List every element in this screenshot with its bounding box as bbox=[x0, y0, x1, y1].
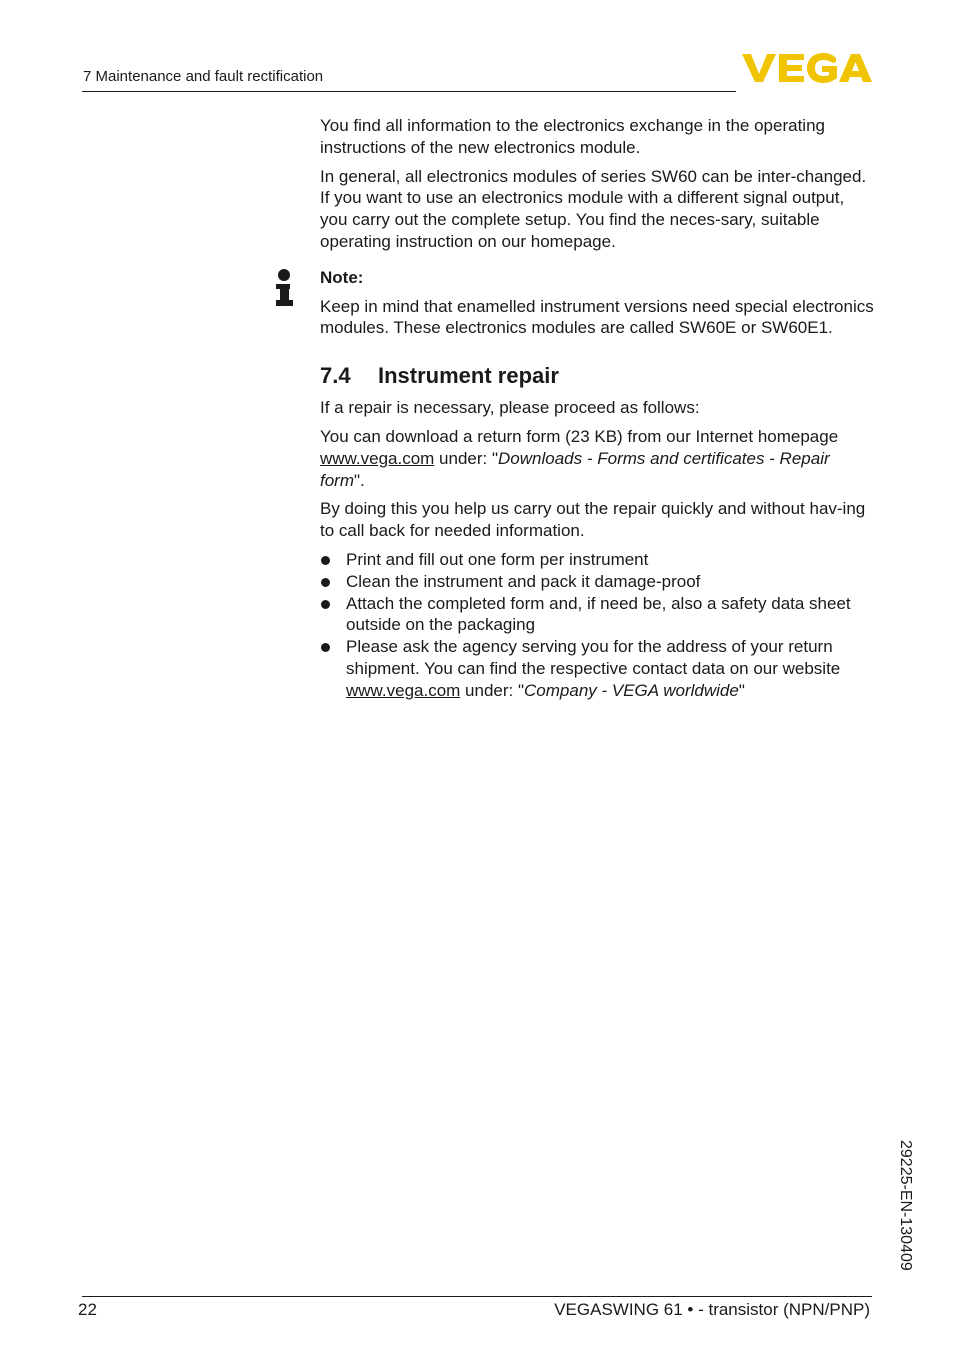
list-item: Clean the instrument and pack it damage-proof bbox=[320, 571, 876, 593]
note-title: Note: bbox=[320, 267, 364, 287]
repair-intro: If a repair is necessary, please proceed as follows: bbox=[320, 398, 700, 418]
note-text: Keep in mind that enamelled instrument versions need special electronics modules. These electronics modules are called SW60E or SW60E1. bbox=[320, 296, 874, 338]
list-item: Print and fill out one form per instrument bbox=[320, 549, 876, 571]
download-under-text: under: " bbox=[434, 448, 499, 468]
vega-logo bbox=[742, 52, 872, 84]
download-end-text: ". bbox=[354, 470, 365, 490]
company-under-text: under: " bbox=[460, 680, 525, 700]
company-path-text: Company - VEGA worldwide bbox=[524, 680, 739, 700]
download-text: You can download a return form (23 KB) from our Internet homepage bbox=[320, 426, 839, 446]
info-icon bbox=[274, 269, 294, 309]
footer-document-title: VEGASWING 61 • - transistor (NPN/PNP) bbox=[554, 1300, 870, 1319]
chapter-title: 7 Maintenance and fault rectification bbox=[83, 68, 324, 85]
company-end-text: " bbox=[738, 680, 745, 700]
repair-download-paragraph bbox=[320, 426, 876, 491]
download-path-text: Downloads - Forms and certificates - Repair form bbox=[320, 448, 830, 490]
section-title: Instrument repair bbox=[378, 363, 559, 389]
vega-website-link-2[interactable]: www.vega.com bbox=[346, 680, 461, 700]
return-address-text: Please ask the agency serving you for the address of your return shipment. You can find the respective contact data on our website bbox=[346, 637, 841, 678]
list-item bbox=[320, 636, 876, 701]
repair-help-paragraph: By doing this you help us carry out the repair quickly and without hav-ing to call back for needed information. bbox=[320, 499, 866, 541]
section-number: 7.4 bbox=[320, 363, 351, 389]
intro-paragraph-1: You find all information to the electronics exchange in the operating instructions of the new electronics module. bbox=[320, 116, 825, 157]
intro-paragraph-2: In general, all electronics modules of series SW60 can be inter-changed. If you want to use an electronics module with a different signal output, you carry out the complete setup. You find the neces-sary, suitable operating instruction on our homepage. bbox=[320, 166, 867, 251]
list-item: Attach the completed form and, if need be, also a safety data sheet outside on the packaging bbox=[320, 593, 876, 637]
repair-steps-list bbox=[320, 549, 876, 702]
document-code: 29225-EN-130409 bbox=[897, 1140, 914, 1271]
page-number: 22 bbox=[78, 1300, 97, 1319]
main-content bbox=[320, 115, 876, 702]
header-divider bbox=[82, 91, 736, 92]
vega-website-link[interactable]: www.vega.com bbox=[320, 448, 435, 468]
footer-divider bbox=[82, 1296, 872, 1297]
section-heading bbox=[320, 363, 876, 389]
note-block bbox=[320, 267, 876, 339]
